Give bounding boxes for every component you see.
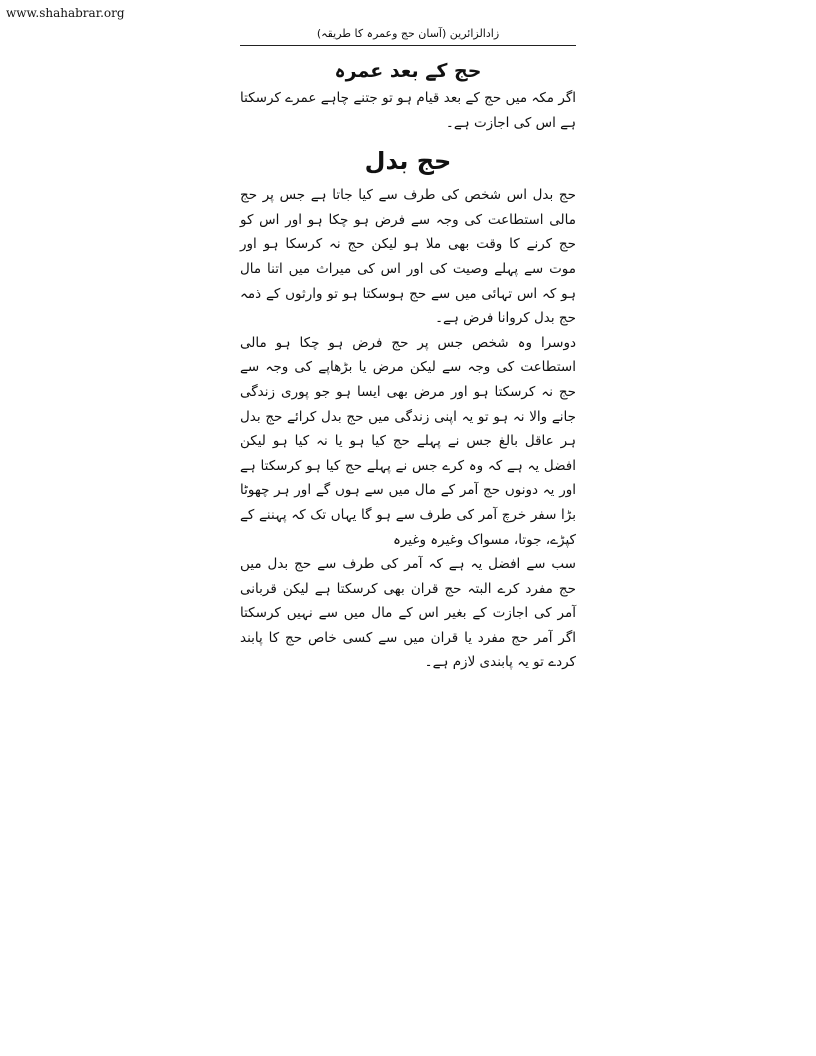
book-page	[240, 26, 576, 675]
section-heading-hajj-badal: حج بدل	[364, 147, 452, 176]
paragraph-hajj-badal-2: دوسرا وہ شخص جس پر حج فرض ہو چکا ہو مالی استطاعت کی وجہ سے لیکن مرض یا بڑھاپے کی وجہ سے حج نہ کرسکتا ہو اور مرض بھی ایسا ہو جو پوری زندگی جانے والا نہ ہو تو یہ اپنی زندگی میں حج بدل کرائے حج بدل ہر عاقل بالغ جس نے پہلے حج کیا ہو یا نہ کیا ہو لیکن افضل یہ ہے کہ وہ کرے جس نے پہلے حج کیا ہو کرسکتا ہے اور یہ دونوں حج آمر کے مال میں سے ہوں گے اور ہر چھوٹا بڑا سفر خرچ آمر کی طرف سے ہو گا یہاں تک کہ پہننے کے کپڑے، جوتا، مسواک وغیرہ وغیرہ	[240, 334, 576, 548]
paragraph-hajj-badal-1: حج بدل اس شخص کی طرف سے کیا جاتا ہے جس پر حج مالی استطاعت کی وجہ سے فرض ہو چکا ہو اور اس کو حج کرنے کا وقت بھی ملا ہو لیکن حج نہ کرسکا ہو اور موت سے پہلے وصیت کی اور اس کی میراث میں اتنا مال ہو کہ اس تہائی میں سے حج ہوسکتا ہو تو وارثوں کے ذمہ حج بدل کروانا فرض ہے۔	[240, 187, 576, 327]
paragraph-umrah-after-hajj: اگر مکہ میں حج کے بعد قیام ہو تو جتنے چاہے عمرے کرسکتا ہے اس کی اجازت ہے۔	[240, 90, 576, 131]
paragraph-hajj-badal-3: سب سے افضل یہ ہے کہ آمر کی طرف سے حج بدل میں حج مفرد کرے البتہ حج قران بھی کرسکتا ہے لیکن قربانی آمر کی اجازت کے بغیر اس کے مال میں سے نہیں کرسکتا اگر آمر حج مفرد یا قران میں سے کسی خاص حج کا پابند کردے تو یہ پابندی لازم ہے۔	[240, 556, 576, 671]
running-header: زادالزائرین (آسان حج وعمرہ کا طریقہ)	[240, 26, 576, 46]
website-watermark: www.shahabrar.org	[6, 6, 125, 20]
section-heading-umrah-after-hajj: حج کے بعد عمرہ	[334, 60, 482, 82]
